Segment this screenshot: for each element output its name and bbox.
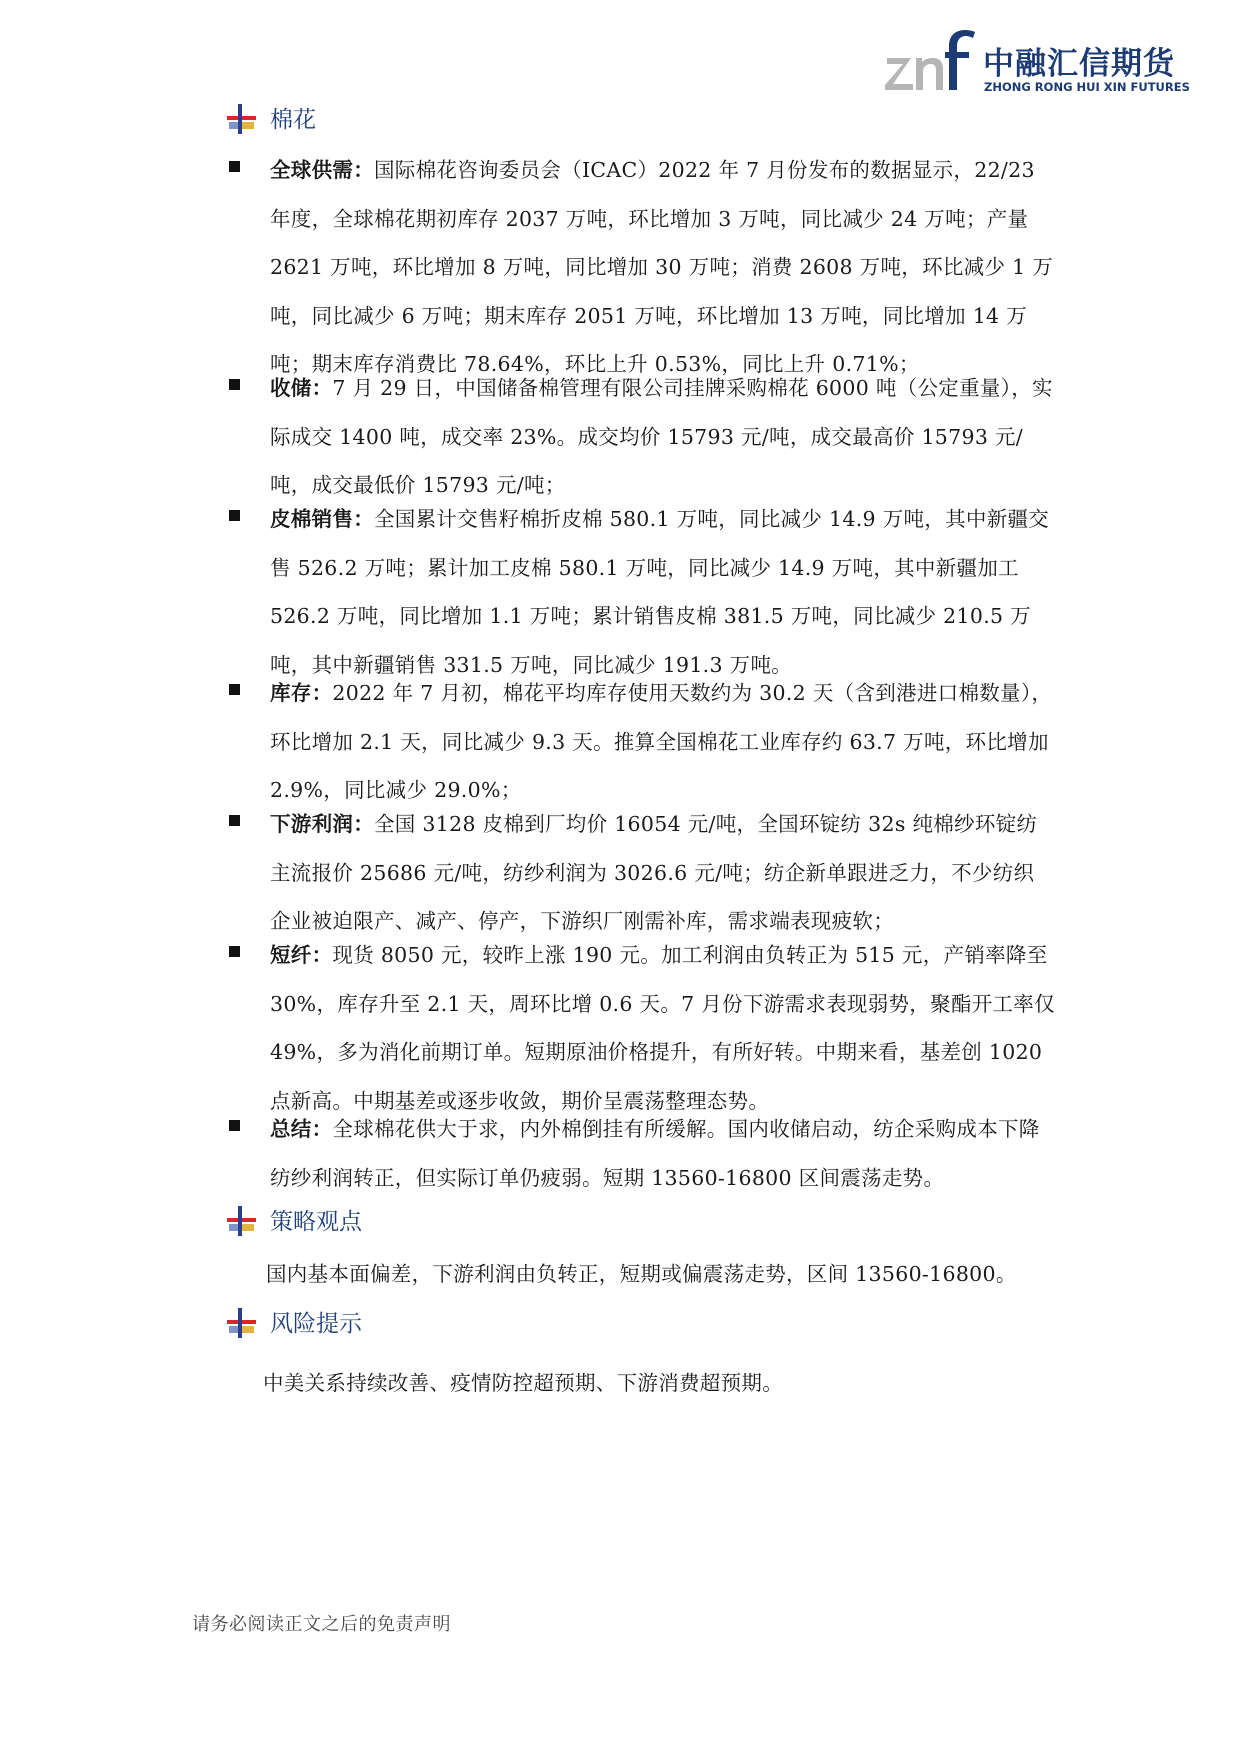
item-label: 下游利润： bbox=[270, 812, 374, 836]
item-text: 国际棉花咨询委员会（ICAC）2022 年 7 月份发布的数据显示，22/23 年度，全球棉花期初库存 2037 万吨，环比增加 3 万吨，同比减少 24 万吨；产量 2621 万吨，环比增加 8 万吨，同比增加 30 万吨；消费 2608 万吨，环比减少 1 万吨，同比减少 6 万吨；期末库存 2051 万吨，环比增加 13 万吨，同比增加 14 万吨；期末库存消费比 78.64%，环比上升 0.53%，同比上升 0.71%； bbox=[270, 158, 1054, 376]
item-text: 全国累计交售籽棉折皮棉 580.1 万吨，同比减少 14.9 万吨，其中新疆交售 526.2 万吨；累计加工皮棉 580.1 万吨，同比减少 14.9 万吨，其中新疆加工 526.2 万吨，同比增加 1.1 万吨；累计销售皮棉 381.5 万吨，同比减少 210.5 万吨，其中新疆销售 331.5 万吨，同比减少 191.3 万吨。 bbox=[270, 507, 1050, 677]
item-label: 皮棉销售： bbox=[270, 507, 374, 531]
item-label: 收储： bbox=[270, 376, 333, 400]
section-marker-icon bbox=[225, 102, 259, 136]
cotton-item-global-supply bbox=[225, 146, 1055, 389]
item-label: 短纤： bbox=[270, 943, 333, 967]
section-title-text: 风险提示 bbox=[270, 1311, 362, 1337]
bullet-square-icon bbox=[229, 161, 240, 172]
item-text: 全球棉花供大于求，内外棉倒挂有所缓解。国内收储启动，纺企采购成本下降纺纱利润转正，但实际订单仍疲弱。短期 13560-16800 区间震荡走势。 bbox=[270, 1117, 1040, 1190]
bullet-square-icon bbox=[229, 946, 240, 957]
risk-paragraph: 中美关系持续改善、疫情防控超预期、下游消费超预期。 bbox=[263, 1371, 783, 1395]
cotton-item-lint-sales bbox=[225, 495, 1055, 689]
item-label: 总结： bbox=[270, 1117, 333, 1141]
section-marker-icon bbox=[225, 1306, 259, 1340]
section-title-text: 策略观点 bbox=[270, 1209, 362, 1235]
item-text: 2022 年 7 月初，棉花平均库存使用天数约为 30.2 天（含到港进口棉数量），环比增加 2.1 天，同比减少 9.3 天。推算全国棉花工业库存约 63.7 万吨，环比增加 2.9%，同比减少 29.0%； bbox=[270, 681, 1053, 802]
bullet-square-icon bbox=[229, 379, 240, 390]
company-name-en: ZHONG RONG HUI XIN FUTURES bbox=[984, 80, 1190, 94]
disclaimer-footer: 请务必阅读正文之后的免责声明 bbox=[192, 1614, 451, 1635]
item-text: 全国 3128 皮棉到厂均价 16054 元/吨，全国环锭纺 32s 纯棉纱环锭纺主流报价 25686 元/吨，纺纱利润为 3026.6 元/吨；纺企新单跟进乏力，不少纺织企业被迫限产、减产、停产，下游织厂刚需补库，需求端表现疲软； bbox=[270, 812, 1038, 933]
cotton-item-inventory bbox=[225, 669, 1055, 815]
cotton-item-downstream-profit bbox=[225, 800, 1055, 946]
bullet-square-icon bbox=[229, 684, 240, 695]
bullet-square-icon bbox=[229, 510, 240, 521]
section-title-text: 棉花 bbox=[270, 107, 316, 133]
cotton-item-staple-fiber bbox=[225, 931, 1055, 1125]
cotton-item-reserve-purchase bbox=[225, 364, 1055, 510]
bullet-square-icon bbox=[229, 1120, 240, 1131]
item-label: 全球供需： bbox=[270, 158, 374, 182]
item-label: 库存： bbox=[270, 681, 333, 705]
section-marker-icon bbox=[225, 1204, 259, 1238]
item-text: 现货 8050 元，较昨上涨 190 元。加工利润由负转正为 515 元，产销率降至 30%，库存升至 2.1 天，周环比增 0.6 天。7 月份下游需求表现弱势，聚酯开工率仅 49%，多为消化前期订单。短期原油价格提升，有所好转。中期来看，基差创 1020 点新高。中期基差或逐步收敛，期价呈震荡整理态势。 bbox=[270, 943, 1055, 1113]
znf-logo-mark-icon bbox=[885, 28, 977, 96]
company-logo bbox=[885, 28, 1190, 96]
strategy-paragraph: 国内基本面偏差，下游利润由负转正，短期或偏震荡走势，区间 13560-16800。 bbox=[266, 1262, 1017, 1286]
item-text: 7 月 29 日，中国储备棉管理有限公司挂牌采购棉花 6000 吨（公定重量），实际成交 1400 吨，成交率 23%。成交均价 15793 元/吨，成交最高价 15793 元/吨，成交最低价 15793 元/吨； bbox=[270, 376, 1053, 497]
cotton-item-summary bbox=[225, 1105, 1055, 1202]
company-name-cn: 中融汇信期货 bbox=[983, 46, 1175, 82]
bullet-square-icon bbox=[229, 815, 240, 826]
